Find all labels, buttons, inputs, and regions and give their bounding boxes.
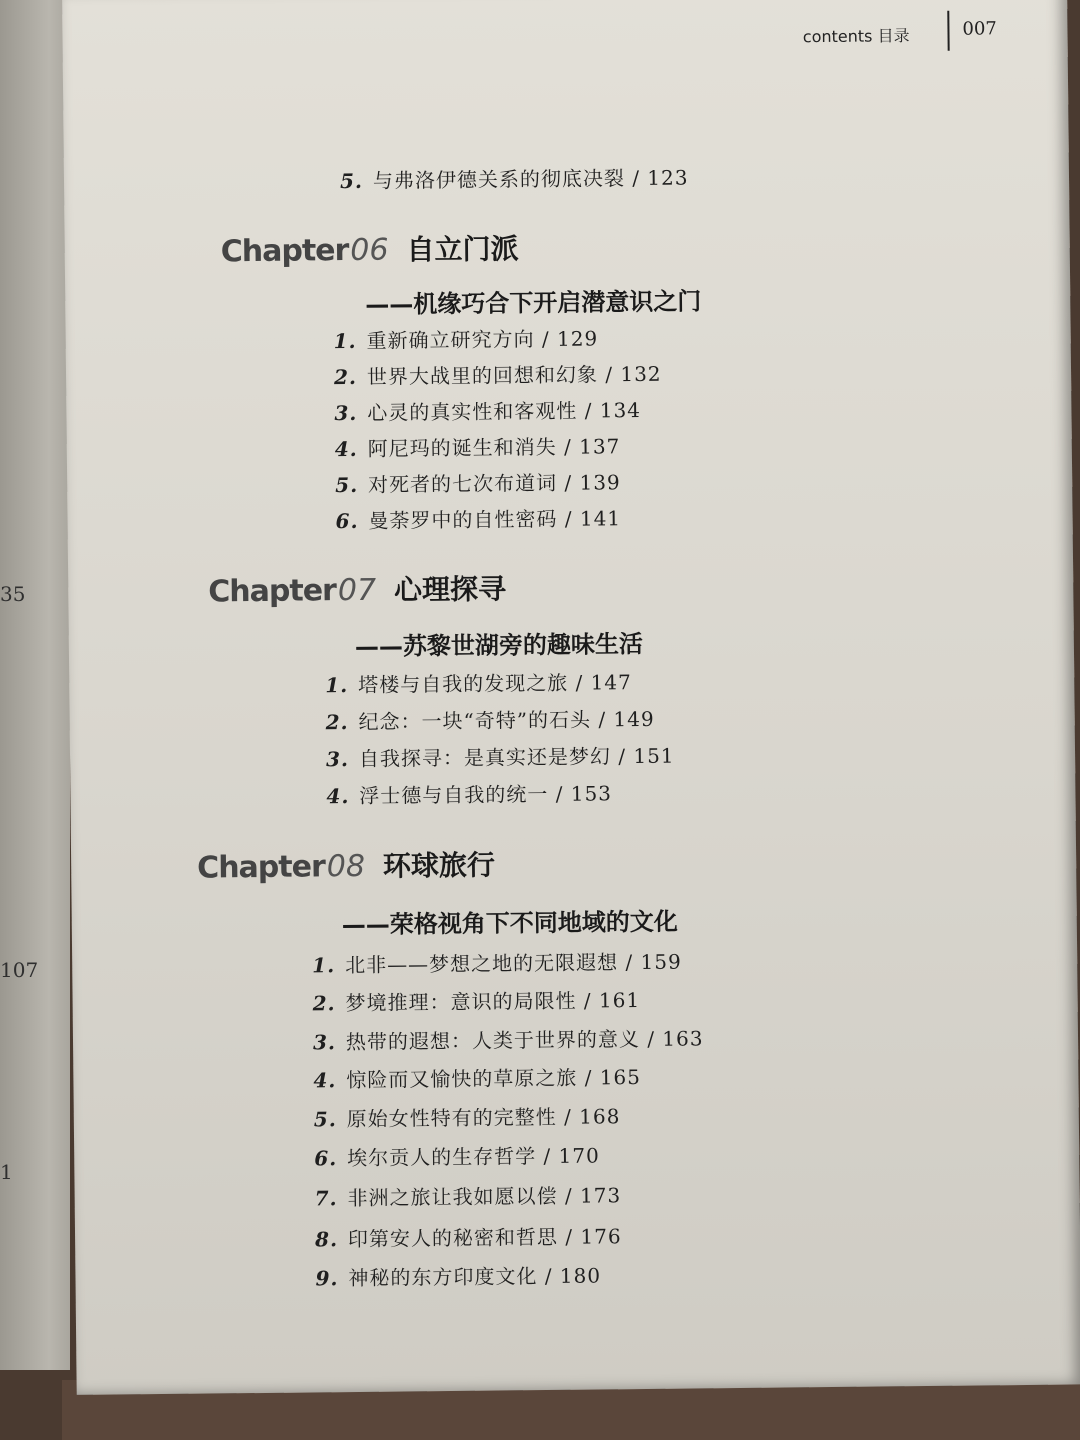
entry-number: 1. (333, 328, 357, 354)
toc-entry (326, 703, 655, 735)
toc-entry (314, 1100, 621, 1132)
entry-text: 惊险而又愉快的草原之旅 / 165 (346, 1064, 642, 1093)
entry-number: 7. (314, 1186, 338, 1211)
toc-entry (313, 1022, 704, 1055)
toc-entry (335, 430, 621, 462)
header-divider (947, 11, 949, 51)
toc-entry (335, 502, 621, 534)
chapter-word: Chapter (197, 849, 325, 886)
entry-text: 纪念：一块“奇特”的石头 / 149 (358, 706, 655, 734)
toc-entry (326, 777, 612, 809)
entry-number: 9. (315, 1266, 339, 1291)
chapter-title: 心理探寻 (393, 572, 507, 607)
entry-text: 梦境推理：意识的局限性 / 161 (345, 988, 641, 1016)
entry-number: 3. (334, 400, 358, 426)
toc-entry (315, 1220, 622, 1252)
entry-text: 浮士德与自我的统一 / 153 (359, 781, 613, 808)
entry-number: 6. (314, 1146, 338, 1171)
chapter-heading (221, 227, 519, 270)
entry-text: 北非——梦想之地的无限遐想 / 159 (344, 949, 682, 978)
entry-number: 4. (334, 436, 358, 462)
chapter-subtitle: ——荣格视角下不同地域的文化 (341, 907, 678, 940)
chapter-number: 06 (350, 232, 389, 268)
chapter-subtitle: ——苏黎世湖旁的趣味生活 (354, 629, 644, 661)
toc-entry (334, 394, 641, 426)
toc-entry (335, 466, 621, 498)
entry-text: 印第安人的秘密和哲思 / 176 (347, 1224, 622, 1252)
entry-text: 塔楼与自我的发现之旅 / 147 (358, 670, 632, 697)
entry-number: 5. (335, 472, 359, 498)
entry-number: 4. (313, 1068, 337, 1093)
toc-entry (314, 1139, 600, 1171)
running-head: contents 目录 (802, 26, 910, 47)
entry-text: 热带的遐想：人类于世界的意义 / 163 (345, 1026, 704, 1055)
chapter-subtitle: ——机缘巧合下开启潜意识之门 (365, 287, 702, 319)
entry-text: 与弗洛伊德关系的彻底决裂 / 123 (372, 165, 689, 193)
toc-entry (326, 740, 675, 773)
toc-entry (313, 1061, 641, 1093)
chapter-word: Chapter (208, 573, 337, 610)
entry-number: 5. (313, 1107, 337, 1132)
entry-text: 埃尔贡人的生存哲学 / 170 (347, 1143, 600, 1171)
left-facing-page (0, 0, 70, 1370)
toc-entry (340, 161, 689, 194)
entry-text: 曼荼罗中的自性密码 / 141 (368, 506, 622, 533)
entry-number: 1. (312, 953, 336, 978)
left-page-number: 107 (0, 958, 39, 982)
toc-entry (334, 358, 662, 390)
entry-number: 3. (312, 1030, 337, 1055)
entry-number: 1. (325, 673, 349, 698)
entry-text: 自我探寻：是真实还是梦幻 / 151 (358, 743, 675, 771)
book-page (62, 0, 1080, 1395)
entry-number: 2. (312, 991, 336, 1016)
chapter-title: 自立门派 (406, 232, 519, 267)
toc-entry (334, 322, 599, 354)
entry-text: 世界大战里的回想和幻象 / 132 (366, 361, 662, 389)
entry-text: 对死者的七次布道词 / 139 (367, 470, 621, 497)
entry-text: 神秘的东方印度文化 / 180 (348, 1263, 602, 1291)
left-page-number: 1 (0, 1160, 13, 1184)
entry-number: 5. (339, 168, 364, 194)
toc-entry (312, 984, 640, 1016)
entry-text: 非洲之旅让我如愿以偿 / 173 (347, 1183, 622, 1211)
entry-text: 阿尼玛的诞生和消失 / 137 (367, 434, 621, 461)
entry-number: 4. (326, 784, 350, 809)
chapter-word: Chapter (220, 233, 349, 270)
entry-number: 8. (314, 1227, 339, 1252)
entry-number: 3. (325, 747, 350, 772)
toc-entry (315, 1259, 601, 1291)
toc-entry (325, 666, 632, 698)
chapter-title: 环球旅行 (382, 848, 496, 883)
chapter-heading (197, 844, 495, 887)
entry-text: 心灵的真实性和客观性 / 134 (367, 397, 642, 425)
entry-number: 2. (325, 710, 349, 735)
left-page-number: 35 (0, 582, 26, 606)
entry-number: 6. (335, 508, 359, 534)
toc-entry (315, 1179, 622, 1211)
chapter-number: 08 (326, 848, 366, 885)
chapter-number: 07 (337, 572, 377, 609)
page-number: 007 (962, 18, 997, 40)
entry-number: 2. (333, 364, 358, 390)
chapter-heading (208, 567, 506, 610)
entry-text: 原始女性特有的完整性 / 168 (346, 1104, 621, 1132)
toc-entry (312, 946, 682, 979)
entry-text: 重新确立研究方向 / 129 (366, 326, 599, 353)
